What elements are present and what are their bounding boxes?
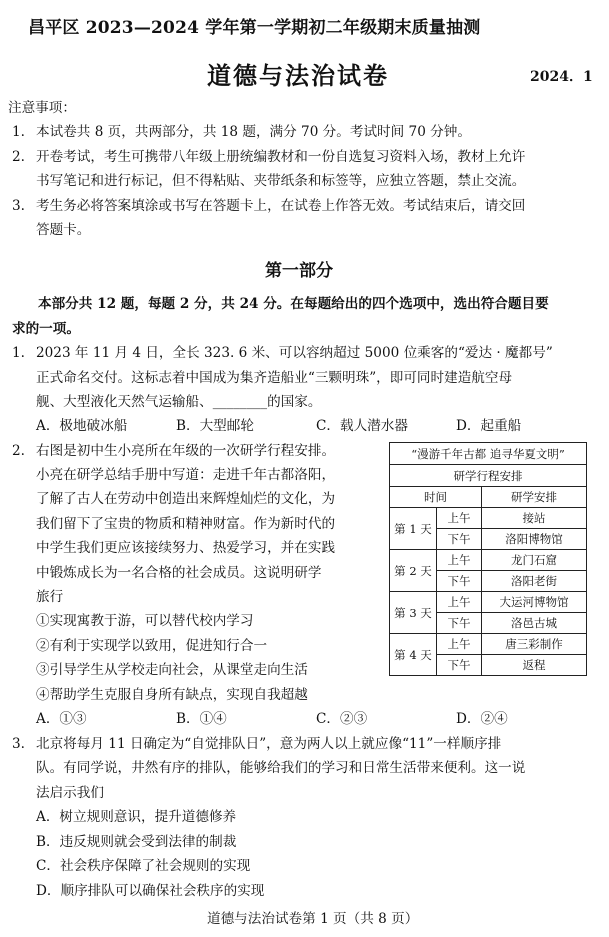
notice-item-line: 答题卡。 [36,222,91,238]
option-b[interactable]: B．违反规则就会受到法律的制裁 [36,834,237,850]
schedule-subcaption: 研学行程安排 [390,465,587,487]
activity: 唐三彩制作 [482,634,587,655]
question-text: 北京将每月 11 日确定为“自觉排队日”，意为两人以上就应像“11”一样顺序排 [36,736,502,752]
question-text: 旅行 [36,589,64,605]
option-a[interactable]: A．①③ [36,711,87,727]
time-slot: 上午 [437,592,482,613]
subject-title: 道德与法治试卷 [207,61,389,90]
option-d[interactable]: D．顺序排队可以确保社会秩序的实现 [36,883,265,899]
activity: 洛邑古城 [482,613,587,634]
statement: ②有利于实现学以致用，促进知行合一 [36,638,268,654]
exam-title: 昌平区 2023—2024 学年第一学期初二年级期末质量抽测 [28,18,481,38]
activity: 接站 [482,508,587,529]
day-label: 第 3 天 [390,592,437,634]
activity: 大运河博物馆 [482,592,587,613]
part-one-instruction: 本部分共 12 题，每题 2 分，共 24 分。在每题给出的四个选项中，选出符合题目要 [38,296,549,312]
part-one-instruction: 求的一项。 [12,321,80,337]
notice-item-num: 2. [12,149,25,165]
time-slot: 上午 [437,508,482,529]
question-text: 右图是初中生小亮所在年级的一次研学行程安排。 [36,443,336,459]
question-text: 中锻炼成长为一名合格的社会成员。这说明研学 [36,565,322,581]
question-number: 1. [12,345,25,361]
statement: ①实现寓教于游，可以替代校内学习 [36,613,254,629]
activity: 洛阳博物馆 [482,529,587,550]
notice-item-line: 本试卷共 8 页，共两部分，共 18 题，满分 70 分。考试时间 70 分钟。 [36,124,471,140]
column-header-plan: 研学安排 [482,487,587,508]
option-d[interactable]: D．起重船 [456,418,522,434]
time-slot: 下午 [437,613,482,634]
question-text: 舰、大型液化天然气运输船、________的国家。 [36,394,322,410]
exam-date: 2024．1 [530,69,593,85]
option-b[interactable]: B．①④ [176,711,227,727]
statement: ④帮助学生克服自身所有缺点，实现自我超越 [36,687,308,703]
day-label: 第 2 天 [390,550,437,592]
page-footer: 道德与法治试卷第 1 页（共 8 页） [207,911,419,927]
time-slot: 下午 [437,571,482,592]
question-text: 小亮在研学总结手册中写道：走进千年古都洛阳， [36,467,336,483]
day-label: 第 4 天 [390,634,437,676]
question-text: 法启示我们 [36,785,104,801]
time-slot: 上午 [437,634,482,655]
option-c[interactable]: C．社会秩序保障了社会规则的实现 [36,858,251,874]
activity: 返程 [482,655,587,676]
option-c[interactable]: C．载人潜水器 [316,418,408,434]
activity: 龙门石窟 [482,550,587,571]
question-text: 队。有同学说，井然有序的排队，能够给我们的学习和日常生活带来便利。这一说 [36,760,526,776]
column-header-time: 时间 [390,487,482,508]
schedule-table [389,442,587,676]
option-b[interactable]: B．大型邮轮 [176,418,254,434]
question-text: 我们留下了宝贵的物质和精神财富。作为新时代的 [36,516,336,532]
time-slot: 上午 [437,550,482,571]
day-label: 第 1 天 [390,508,437,550]
notice-item-num: 1. [12,124,25,140]
notice-item-line: 书写笔记和进行标记，但不得粘贴、夹带纸条和标签等，应独立答题，禁止交流。 [36,173,526,189]
notice-item-line: 考生务必将答案填涂或书写在答题卡上，在试卷上作答无效。考试结束后，请交回 [36,198,526,214]
question-text: 正式命名交付。这标志着中国成为集齐造船业“三颗明珠”，即可同时建造航空母 [36,370,513,386]
question-text: 了解了古人在劳动中创造出来辉煌灿烂的文化，为 [36,491,336,507]
option-a[interactable]: A．极地破冰船 [36,418,128,434]
question-number: 2. [12,443,25,459]
statement: ③引导学生从学校走向社会，从课堂走向生活 [36,662,308,678]
question-text: 中学生我们更应该接续努力、热爱学习，并在实践 [36,540,336,556]
question-text: 2023 年 11 月 4 日，全长 323. 6 米、可以容纳超过 5000 位乘客的“爱达 · 魔都号” [36,345,553,361]
time-slot: 下午 [437,529,482,550]
option-c[interactable]: C．②③ [316,711,368,727]
time-slot: 下午 [437,655,482,676]
part-one-title: 第一部分 [265,261,333,281]
option-d[interactable]: D．②④ [456,711,508,727]
option-a[interactable]: A．树立规则意识，提升道德修养 [36,809,237,825]
notice-heading: 注意事项： [8,100,76,116]
schedule-caption: “漫游千年古都 追寻华夏文明” [390,443,587,465]
activity: 洛阳老街 [482,571,587,592]
notice-item-num: 3. [12,198,25,214]
notice-item-line: 开卷考试，考生可携带八年级上册统编教材和一份自选复习资料入场，教材上允许 [36,149,526,165]
question-number: 3. [12,736,25,752]
